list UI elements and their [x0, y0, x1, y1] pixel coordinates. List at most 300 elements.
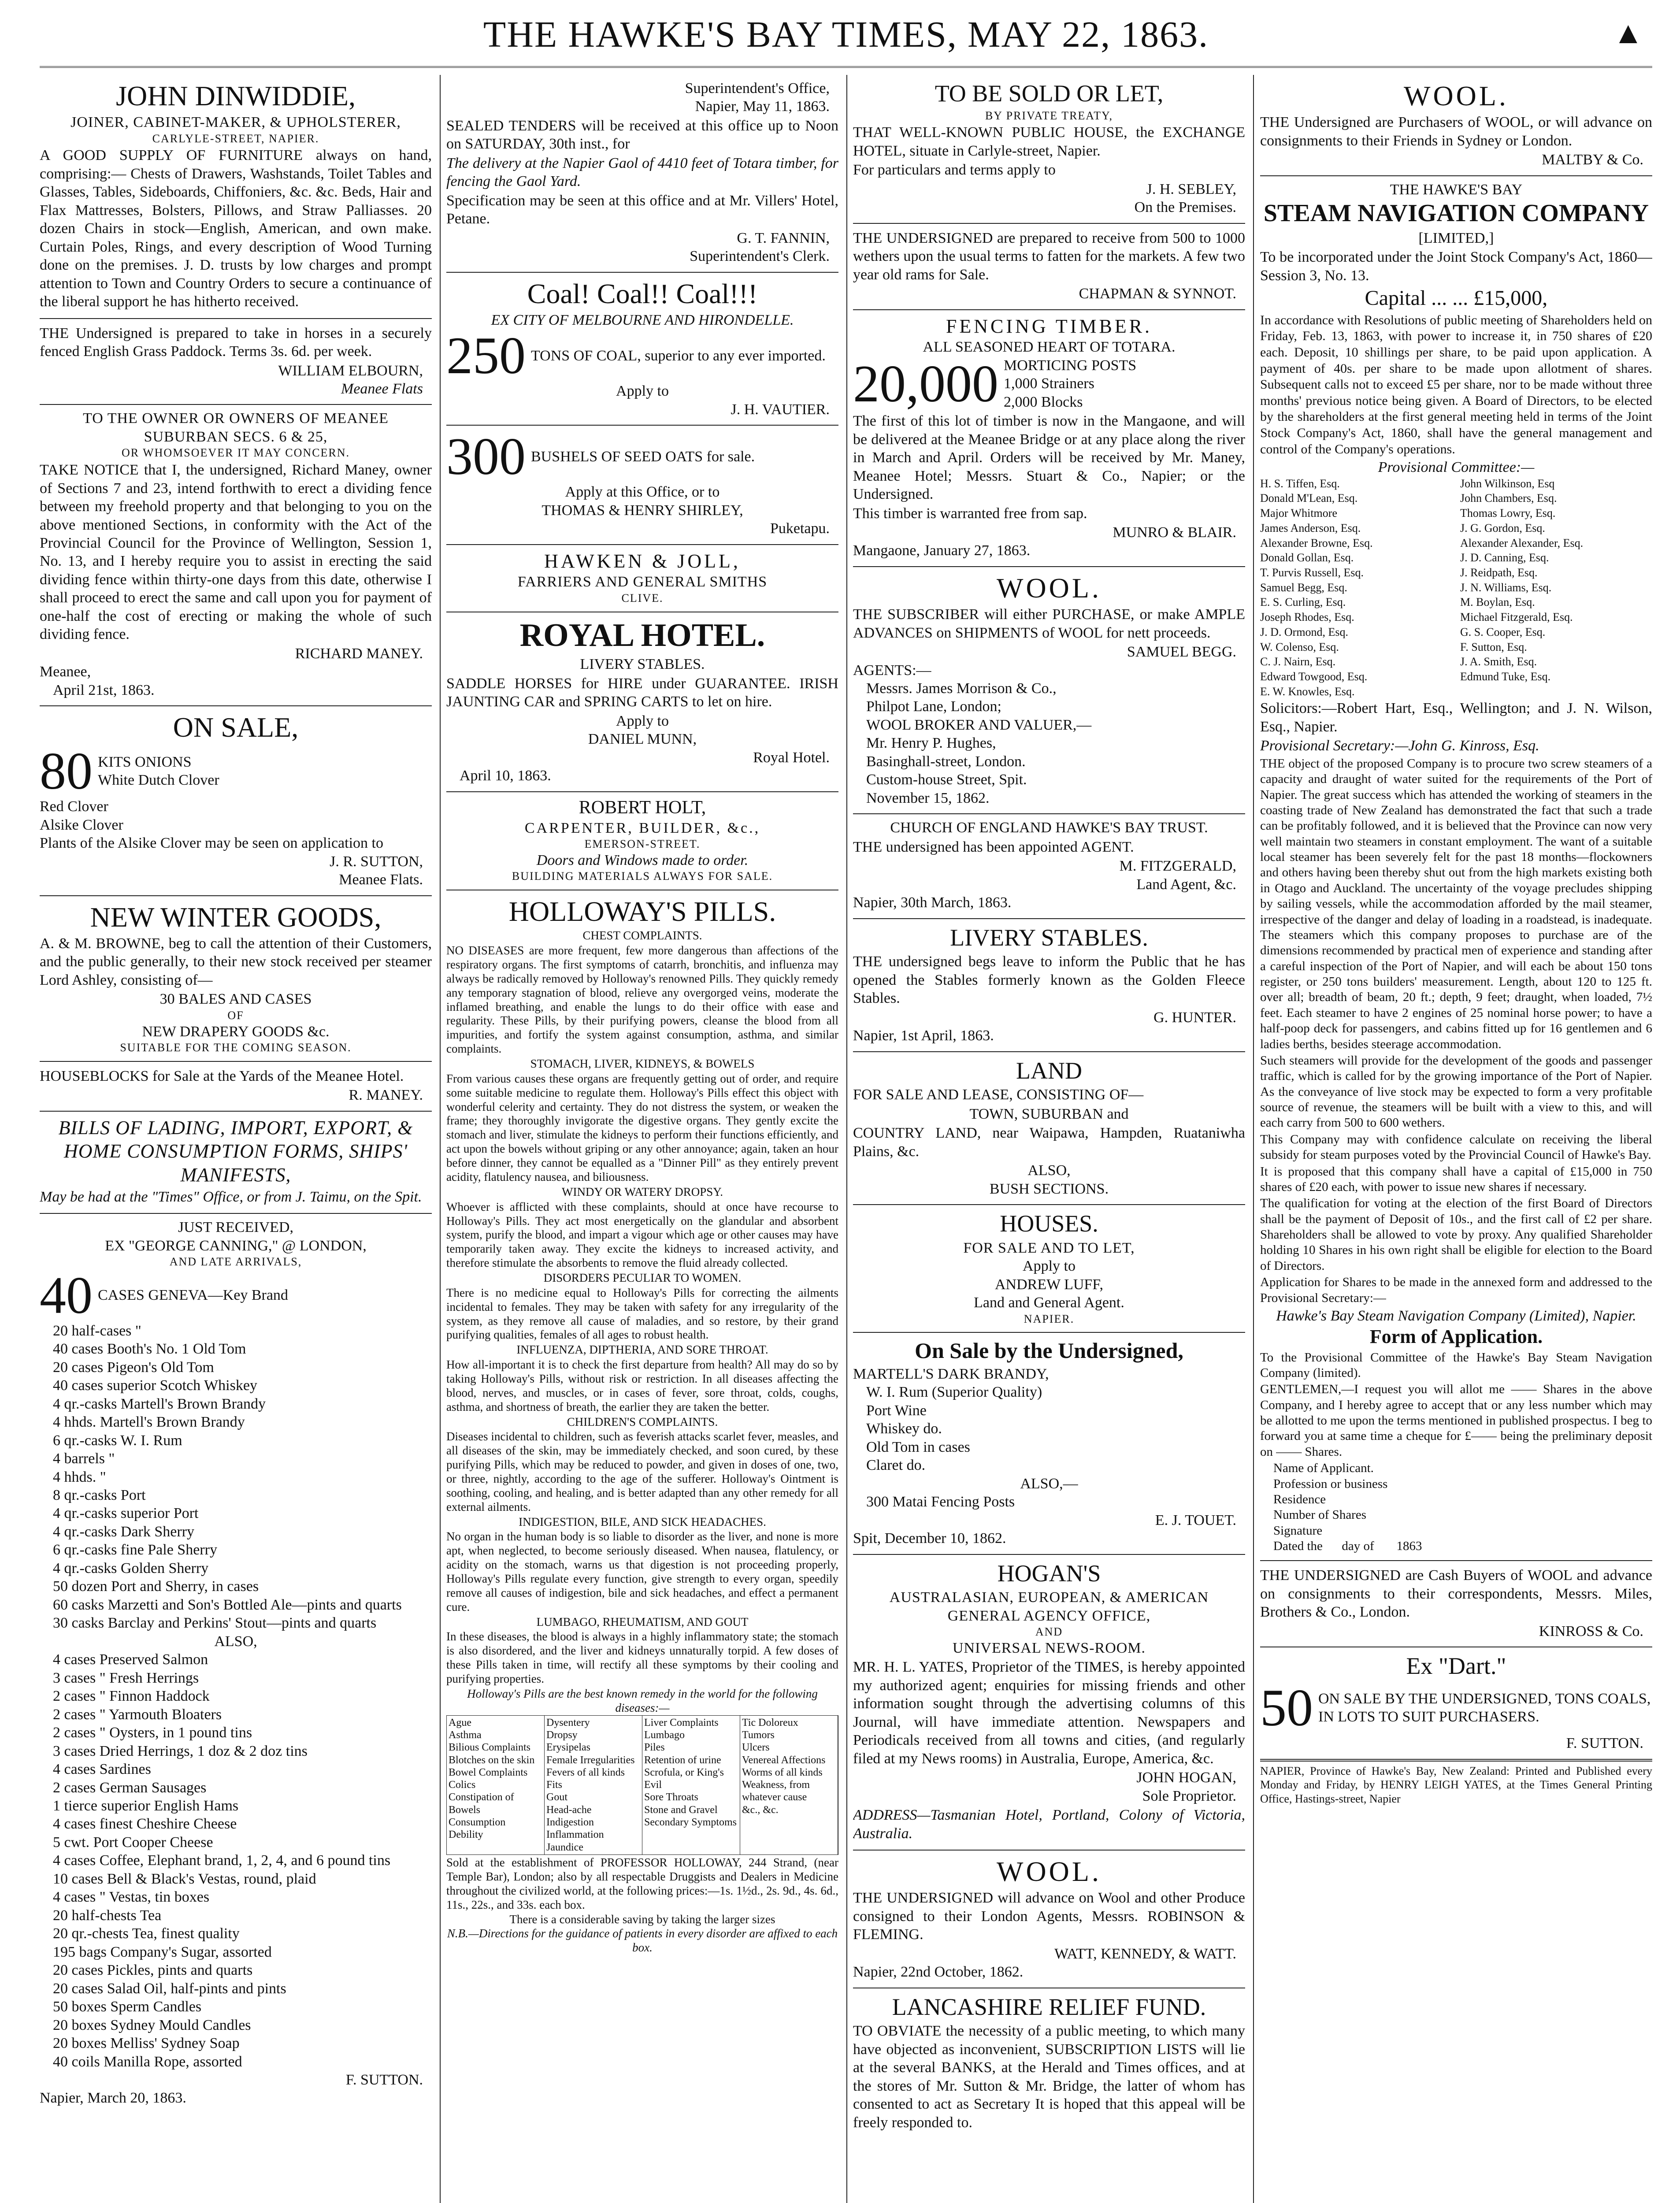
ad-number: 40 — [40, 1265, 93, 1324]
item-list — [40, 797, 432, 852]
ad-heading: HOGAN'S — [997, 1560, 1101, 1587]
list-item: F. Sutton, Esq. — [1460, 640, 1527, 653]
capital-line: Capital ... ... £15,000, — [1365, 286, 1548, 310]
column-3 — [853, 75, 1245, 2203]
ad-body: HOUSEBLOCKS for Sale at the Yards of the Meanee Hotel. — [40, 1068, 404, 1084]
list-item: J. Reidpath, Esq. — [1460, 566, 1538, 579]
ad-new-winter-goods — [40, 896, 432, 1062]
ad-signature: WILLIAM ELBOURN, — [278, 362, 423, 379]
section-heading: CHEST COMPLAINTS. — [582, 929, 702, 942]
ad-hogan — [853, 1555, 1245, 1851]
list-item: 4 cases finest Cheshire Cheese — [53, 1816, 237, 1832]
list-item: Philpot Lane, London; — [866, 698, 1001, 715]
ad-signature: SAMUEL BEGG. — [1127, 644, 1236, 660]
ad-hawken-joll — [446, 545, 838, 612]
ad-number: 300 — [446, 427, 526, 486]
ad-line: Apply to — [1023, 1258, 1075, 1275]
list-item: MARTELL'S DARK BRANDY, — [853, 1365, 1049, 1382]
ad-line: ALSO, — [1027, 1162, 1071, 1179]
ad-subheading: LIVERY STABLES. — [580, 656, 705, 673]
ad-signature: JOHN HOGAN, — [1136, 1769, 1236, 1786]
list-item: 4 qr.-casks Martell's Brown Brandy — [53, 1395, 266, 1412]
list-item: 40 cases superior Scotch Whiskey — [53, 1377, 257, 1394]
ad-body: THE Undersigned are Purchasers of WOOL, or will advance on consignments to their Friends in Sydney or London. — [1260, 114, 1652, 149]
ad-signature: RICHARD MANEY. — [295, 645, 423, 662]
ad-body: FOR SALE AND LEASE, CONSISTING OF— — [853, 1087, 1144, 1103]
ad-church-trust — [853, 814, 1245, 919]
ad-place: CLIVE. — [621, 591, 664, 605]
list-item: 1,000 Strainers — [1004, 375, 1094, 392]
ad-date: Spit, December 10, 1862. — [853, 1530, 1006, 1547]
form-field-label: Profession or business — [1273, 1476, 1388, 1491]
ad-heading: NEW WINTER GOODS, — [90, 901, 382, 933]
ad-line: 300 Matai Fencing Posts — [866, 1494, 1015, 1510]
ad-body: TAKE NOTICE that I, the undersigned, Richard Maney, owner of Sections 7 and 23, intend forthwith to erect a dividing fence between my freehold property and that belonging to you on the above mentioned Sections, in conformity with the Act of the Provincial Council for the Province of Wellington, Session 1, No. 13, and I hereby require you to assist in erecting the said dividing fence within thirty-one days from this date, otherwise I shall proceed to erect the same and call upon you for payment of one-half the cost of erecting or making the whole of such dividing fence. — [40, 462, 432, 643]
ad-footer: N.B.—Directions for the guidance of patients in every disorder are affixed to each box. — [447, 1927, 838, 1955]
table-column: Liver Complaints Lumbago Piles Retention of urine Scrofula, or King's Evil Sore Throats Stone and Gravel Secondary Symptoms — [642, 1716, 740, 1854]
ad-date: Napier, 22nd October, 1862. — [853, 1964, 1024, 1980]
ad-signature: J. R. SUTTON, — [330, 853, 423, 870]
ad-date: April 10, 1863. — [460, 768, 551, 784]
ad-number: 80 — [40, 742, 93, 801]
list-item: Red Clover — [40, 798, 108, 815]
ad-number: 250 — [446, 326, 526, 385]
list-item: J. N. Williams, Esq. — [1460, 581, 1552, 594]
ad-seed-oats — [446, 426, 838, 545]
list-item: J. A. Smith, Esq. — [1460, 655, 1537, 668]
ad-body: THE undersigned has been appointed AGENT. — [853, 838, 1134, 855]
ad-pre-heading: THE HAWKE'S BAY — [1390, 181, 1523, 198]
ad-kinross — [1260, 1561, 1652, 1647]
ad-heading: Ex "Dart." — [1406, 1653, 1506, 1680]
ad-heading: ROYAL HOTEL. — [519, 617, 765, 653]
ad-body: THE SUBSCRIBER will either PURCHASE, or make AMPLE ADVANCES on SHIPMENTS of WOOL for nett proceeds. — [853, 606, 1245, 641]
ad-wethers — [853, 224, 1245, 310]
ad-body: A GOOD SUPPLY OF FURNITURE always on hand, comprising:— Chests of Drawers, Washstands, Toilet Tables and Glasses, Tables, Sideboards, Chiffoniers, &c. &c. Beds, Hair and Flax Mattresses, Bolsters, Pillows, and Straw Palliasses. 20 dozen Chairs in stock—English, American, and own make. Curtain Poles, Rings, and every description of Wood Turning done on the premises. J. D. trusts by low charges and prompt attention to Town and Country Orders to secure a continuance of the liberal support he has hitherto received. — [40, 147, 432, 310]
list-item: H. S. Tiffen, Esq. — [1260, 477, 1340, 490]
list-item: Donald M'Lean, Esq. — [1260, 492, 1358, 505]
ad-subheading: FOR SALE AND TO LET, — [963, 1239, 1135, 1256]
ad-elbourn — [40, 319, 432, 405]
list-item: 20 half-cases " — [53, 1322, 141, 1339]
ad-line: COUNTRY LAND, near Waipawa, Hampden, Ruataniwha Plains, &c. — [853, 1125, 1245, 1160]
list-item: 50 dozen Port and Sherry, in cases — [53, 1578, 259, 1595]
column-divider — [846, 75, 847, 2203]
list-item: WOOL BROKER AND VALUER,— — [866, 716, 1092, 733]
list-item: W. I. Rum (Superior Quality) — [866, 1384, 1042, 1401]
ad-num-row — [1260, 1678, 1652, 1737]
ad-signature: F. SUTTON. — [1566, 1735, 1643, 1752]
ad-body: MR. H. L. YATES, Proprietor of the TIMES, is hereby appointed my authorized agent; enquiries for missing friends and other information sought through the advertising columns of this Journal, will have immediate attention. Newspapers and Periodicals received from all towns and cities, (and regularly filed at my News rooms) in Australia, Europe, America, &c. — [853, 1659, 1245, 1767]
diseases-table — [446, 1715, 838, 1855]
table-column: Dysentery Dropsy Erysipelas Female Irregularities Fevers of all kinds Fits Gout Head-ache Indigestion Inflammation Jaundice — [545, 1716, 642, 1854]
ad-body: It is proposed that this company shall have a capital of £15,000 in 750 shares of £20 each, with power to issue new shares if necessary. — [1260, 1164, 1652, 1194]
ad-italic: Doors and Windows made to order. — [536, 852, 749, 868]
ad-date: Mangaone, January 27, 1863. — [853, 542, 1031, 559]
ad-subheading: CARPENTER, BUILDER, &c., — [524, 820, 760, 836]
ad-body: THE Undersigned is prepared to take in horses in a securely fenced English Grass Paddock. Terms 3s. 6d. per week. — [40, 325, 432, 360]
ad-lancashire — [853, 1988, 1245, 2139]
ad-office: Superintendent's Office, — [685, 80, 830, 96]
form-body: To the Provisional Committee of the Hawke's Bay Steam Navigation Company (limited). — [1260, 1350, 1652, 1380]
columns — [40, 75, 1652, 2203]
ad-heading: Coal! Coal!! Coal!!! — [527, 278, 758, 309]
list-item: 20 boxes Sydney Mould Candles — [53, 2017, 251, 2033]
ad-body: A. & M. BROWNE, beg to call the attention of their Customers, and the public generally, to their new stock received per steamer Lord Ashley, consisting of— — [40, 935, 432, 988]
ad-body: TO OBVIATE the necessity of a public meeting, to which many have objected as inconvenient, SUBSCRIPTION LISTS will lie at the several BANKS, at the Herald and Times offices, and at the stores of Mr. Sutton & Mr. Bridge, the latter of whom has consented to act as Secretary It is hoped that this appeal will be freely responded to. — [853, 2023, 1245, 2131]
item-list — [40, 1650, 432, 2071]
ad-signature: KINROSS & Co. — [1539, 1623, 1643, 1639]
ad-subheading: AUSTRALASIAN, EUROPEAN, & AMERICAN GENERAL AGENCY OFFICE, — [889, 1589, 1209, 1624]
ad-heading: FENCING TIMBER. — [946, 315, 1153, 337]
ad-heading: STEAM NAVIGATION COMPANY — [1263, 200, 1649, 227]
ad-line: NEW DRAPERY GOODS &c. — [142, 1023, 330, 1040]
list-item: Alexander Alexander, Esq. — [1460, 536, 1584, 549]
list-item: Basinghall-street, London. — [866, 753, 1026, 770]
ad-bills — [40, 1112, 432, 1214]
ad-body: THE object of the proposed Company is to procure two screw steamers of a capacity and draught of water suited for the requirements of the Port of Napier. The great success which has attended the working of steamers in the coasting trade of New Zealand has demonstrated the fact that such a trade can be profitably followed, and it is believed that the Province can now very well maintain two steamers in constant employment. The want of a suitable local steamer has been severely felt for the past 18 months—flockowners and others having been thereby shut out from the high markets existing both in Otago and Auckland. The uncertainty of the voyage precludes shipping by sailing vessels, while the accommodation afforded by the mail steamer, irrespective of the danger and delay of loading in a roadstead, is inadequate. The steamers which this company proposes to purchase are of the dimensions recommended by practical men of experience and standing after a careful inspection of the Port of Napier, and will each be about 150 tons register, or 250 tons builders' measurement. Length, about 120 to 125 ft. over all; breadth of beam, 20 ft.; depth, 9 feet; draught, when loaded, 7½ feet. Each steamer to have 2 engines of 25 nominal horse power; to have a half-poop deck for passengers, and cabins fitted up for 16 gentlemen and 6 ladies berths, besides steerage accommodation. — [1260, 756, 1652, 1051]
ad-address: CARLYLE-STREET, NAPIER. — [152, 132, 319, 145]
list-item: G. S. Cooper, Esq. — [1460, 625, 1546, 638]
list-item: Edmund Tuke, Esq. — [1460, 670, 1551, 683]
ad-line: BUSH SECTIONS. — [989, 1180, 1109, 1197]
ad-date: Napier, May 11, 1863. — [695, 98, 830, 115]
ad-heading: LANCASHIRE RELIEF FUND. — [892, 1993, 1206, 2020]
ad-num-row — [40, 1265, 432, 1324]
ad-heading: HOUSES. — [1000, 1210, 1098, 1237]
ad-signature: M. FITZGERALD, — [1119, 858, 1236, 875]
ad-signature: F. SUTTON. — [345, 2072, 423, 2088]
ad-line: Apply to — [616, 712, 669, 729]
list-item: 20 cases Salad Oil, half-pints and pints — [53, 1980, 286, 1997]
ad-line: ALSO,— — [1020, 1475, 1078, 1492]
list-item: CASES GENEVA—Key Brand — [98, 1287, 288, 1304]
ad-body: Application for Shares to be made in the annexed form and addressed to the Provisional Secretary:— — [1260, 1275, 1652, 1305]
section-body: From various causes these organs are frequently getting out of order, and require some suitable medicine to regulate them. Holloway's Pills effect this object with wonderful celerity and certainty. They do not distress the system, or weaken the frame; they thoroughly invigorate the digestive organs. They gently excite the stomach and liver, stimulate the kidneys to perform their functions efficiently, and act upon the bowels without griping or any other annoyance; again, taken an hour before dinner, they cannot be equalled as a "Dinner Pill" as they entirely prevent acidity, flatulency nausea, and biliousness. — [446, 1072, 838, 1183]
list-item: 8 qr.-casks Port — [53, 1487, 146, 1504]
table-column: Ague Asthma Bilious Complaints Blotches on the skin Bowel Complaints Colics Constipation of Bowels Consumption Debility — [447, 1716, 545, 1854]
ad-number: 20,000 — [853, 354, 998, 413]
list-item: Claret do. — [866, 1457, 926, 1474]
section-heading: INDIGESTION, BILE, AND SICK HEADACHES. — [519, 1515, 766, 1528]
list-item: J. D. Canning, Esq. — [1460, 551, 1549, 564]
ad-subheading: [LIMITED,] — [1418, 230, 1494, 246]
list-item: John Chambers, Esq. — [1460, 492, 1557, 505]
list-item: J. G. Gordon, Esq. — [1460, 521, 1545, 534]
ad-onsale-onions — [40, 706, 432, 896]
ad-signature: MUNRO & BLAIR. — [1113, 524, 1236, 541]
ad-body: THE UNDERSIGNED will advance on Wool and other Produce consigned to their London Agents, Messrs. ROBINSON & FLEMING. — [853, 1890, 1245, 1943]
ad-subheading: AND — [1035, 1625, 1063, 1639]
ad-line: ALSO, — [214, 1633, 257, 1650]
ad-land — [853, 1052, 1245, 1205]
ad-body: ON SALE BY THE UNDERSIGNED, TONS COALS, IN LOTS TO SUIT PURCHASERS. — [1318, 1690, 1651, 1725]
ad-address: ADDRESS—Tasmanian Hotel, Portland, Colony of Victoria, Australia. — [853, 1807, 1245, 1842]
ad-subheading: FARRIERS AND GENERAL SMITHS — [517, 574, 768, 590]
list-item: C. J. Nairn, Esq. — [1260, 655, 1336, 668]
solicitors-line: Solicitors:—Robert Hart, Esq., Wellington; and J. N. Wilson, Esq., Napier. — [1260, 700, 1652, 735]
list-item: 6 qr.-casks fine Pale Sherry — [53, 1542, 217, 1558]
list-item: 20 cases Pigeon's Old Tom — [53, 1359, 214, 1376]
ad-signature: CHAPMAN & SYNNOT. — [1079, 286, 1236, 302]
ad-heading: LAND — [1016, 1057, 1082, 1084]
ad-place: Royal Hotel. — [753, 749, 830, 766]
list-item: 195 bags Company's Sugar, assorted — [53, 1943, 272, 1960]
ad-heading: On Sale by the Undersigned, — [915, 1338, 1183, 1363]
list-item: Messrs. James Morrison & Co., — [866, 680, 1057, 697]
list-item: Old Tom in cases — [866, 1439, 970, 1455]
list-item: White Dutch Clover — [98, 772, 219, 789]
form-field-label: Signature — [1273, 1523, 1323, 1538]
list-item: E. W. Knowles, Esq. — [1260, 685, 1355, 698]
table-caption: Holloway's Pills are the best known remedy in the world for the following diseases:— — [467, 1687, 818, 1714]
form-field-label: Residence — [1273, 1492, 1326, 1506]
ad-heading: HOLLOWAY'S PILLS. — [508, 896, 776, 927]
list-item: Whiskey do. — [866, 1420, 942, 1437]
ad-holloways-pills — [446, 890, 838, 1961]
ad-body: May be had at the "Times" Office, or from J. Taimu, on the Spit. — [40, 1188, 422, 1205]
ad-body: Such steamers will provide for the development of the goods and passenger traffic, which is called for by the growing importance of the Port of Napier. As the conveyance of live stock may be expected to form a very profitable source of revenue, the steamers will be built with a view to this, and will each carry from 500 to 600 wethers. — [1260, 1053, 1652, 1130]
ad-body: TONS OF COAL, superior to any ever imported. — [531, 347, 826, 364]
table-column: Tic Doloreux Tumors Ulcers Venereal Affections Worms of all kinds Weakness, from whatever cause &c., &c. — [740, 1716, 838, 1854]
ad-signature: Land and General Agent. — [974, 1294, 1124, 1311]
list-item: 5 cwt. Port Cooper Cheese — [53, 1834, 213, 1851]
ad-signature: MALTBY & Co. — [1542, 152, 1643, 168]
column-1 — [40, 75, 432, 2203]
list-item: 4 cases Preserved Salmon — [53, 1651, 208, 1668]
list-item: 20 qr.-chests Tea, finest quality — [53, 1925, 240, 1942]
ad-number: 50 — [1260, 1678, 1313, 1737]
form-fields — [1260, 1461, 1652, 1554]
list-item: 50 boxes Sperm Candles — [53, 1999, 202, 2015]
ad-signature: J. H. SEBLEY, — [1146, 181, 1236, 197]
section-body: Whoever is afflicted with these complaints, should at once have recourse to Holloway's Pills. They act most energetically on the glandular and absorbent system, purify the blood, and impart a vigour which age or other causes may have temporarily taken away. They excite the kidneys to increased activity, and therefore stimulate the absorbents to remove the fluid already collected. — [446, 1200, 838, 1270]
list-item: John Wilkinson, Esq — [1460, 477, 1555, 490]
committee-list — [1260, 477, 1652, 699]
ad-body: THAT WELL-KNOWN PUBLIC HOUSE, the EXCHANGE HOTEL, situate in Carlyle-street, Napier. — [853, 124, 1245, 159]
list-item: 6 qr.-casks W. I. Rum — [53, 1432, 182, 1449]
column-4 — [1260, 75, 1652, 2203]
ad-body: THE UNDERSIGNED are prepared to receive from 500 to 1000 wethers upon the usual terms to fatten for the markets. A few two year old rams for Sale. — [853, 230, 1245, 283]
ad-footer: There is a considerable saving by taking the larger sizes — [509, 1913, 775, 1926]
column-divider — [1253, 75, 1254, 2203]
ad-tenders — [446, 75, 838, 273]
ad-heading: JOHN DINWIDDIE, — [116, 80, 356, 111]
ad-subheading: BY PRIVATE TREATY, — [985, 109, 1113, 122]
list-item: 4 hhds. Martell's Brown Brandy — [53, 1414, 245, 1431]
ad-body: This Company may with confidence calculate on receiving the liberal subsidy for steam purposes voted by the Provincial Council of Hawke's Bay. — [1260, 1132, 1652, 1162]
ad-body: THE undersigned begs leave to inform the Public that he has opened the Stables formerly known as the Golden Fleece Stables. — [853, 953, 1245, 1007]
ad-line: Apply to — [616, 383, 669, 400]
ad-heading: ROBERT HOLT, — [579, 797, 706, 818]
ad-heading: WOOL. — [997, 1856, 1101, 1888]
ad-heading: ON SALE, — [173, 712, 299, 743]
section-body: NO DISEASES are more frequent, few more dangerous than affections of the respiratory organs. The first symptoms of catarrh, bronchitis, and influenza may always be radically removed by Holloway's renowned Pills. They quickly remedy any temporary stagnation of blood, relieve any overgorged veins, moderate the inflamed breathing, and enable the lungs to do their office with ease and regularity. These Pills, by their purifying powers, cleanse the blood from all impurities, and fortify the system against consumption, asthma, and similar complaints. — [446, 944, 838, 1056]
ad-maney-notice — [40, 405, 432, 706]
secretary-line: Provisional Secretary:—John G. Kinross, Esq. — [1260, 738, 1539, 754]
section-body: Diseases incidental to children, such as feverish attacks scarlet fever, measles, and all diseases of the skin, may be immediately checked, and soon cured, by these purifying Pills, which may be reduced to powder, and given in doses of one, two, or three, nightly, according to the age of the sufferer. Holloway's Ointment is soothing, cooling, and healing, and is better adapted than any other remedy for all external ailments. — [446, 1430, 838, 1513]
item-list — [98, 753, 219, 790]
ad-line: TOWN, SUBURBAN and — [969, 1105, 1129, 1122]
ad-place: Puketapu. — [770, 520, 830, 537]
ad-heading: TO BE SOLD OR LET, — [935, 80, 1164, 107]
ad-coal — [446, 273, 838, 426]
ad-date: April 21st, 1863. — [53, 682, 155, 698]
ad-heading: BILLS OF LADING, IMPORT, EXPORT, & HOME CONSUMPTION FORMS, SHIPS' MANIFESTS, — [58, 1116, 413, 1186]
section-heading: WINDY OR WATERY DROPSY. — [561, 1185, 723, 1198]
ad-body: This timber is warranted free from sap. — [853, 505, 1087, 522]
ad-body: SEALED TENDERS will be received at this office up to Noon on SATURDAY, 30th inst., for — [446, 117, 838, 152]
section-heading: DISORDERS PECULIAR TO WOMEN. — [543, 1271, 742, 1284]
ad-signature: THOMAS & HENRY SHIRLEY, — [541, 502, 743, 519]
list-item: 4 cases Sardines — [53, 1761, 151, 1778]
ad-heading: CHURCH OF ENGLAND HAWKE'S BAY TRUST. — [890, 820, 1208, 836]
ad-line: 30 BALES AND CASES — [159, 991, 312, 1008]
masthead — [40, 9, 1652, 68]
list-item: J. D. Ormond, Esq. — [1260, 625, 1349, 638]
ad-label: AGENTS:— — [853, 662, 931, 679]
ad-italic: The delivery at the Napier Gaol of 4410 feet of Totara timber, for fencing the Gaol Yard. — [446, 155, 838, 190]
ad-body: The qualification for voting at the election of the first Board of Directors shall be the payment of Deposit of 10s., and the first call of £2 per share. Shareholders shall be allowed to vote by proxy. Any qualified Shareholder holding 10 Shares in his own right shall be eligible for election to the Board of Directors. — [1260, 1196, 1652, 1273]
ad-onsale-touet — [853, 1333, 1245, 1554]
ad-place: NAPIER. — [1024, 1312, 1075, 1325]
ad-num-row — [446, 427, 838, 486]
ad-fencing-timber — [853, 310, 1245, 567]
list-item: Thomas Lowry, Esq. — [1460, 507, 1556, 520]
ad-signature: ANDREW LUFF, — [994, 1276, 1103, 1293]
ad-heading: LIVERY STABLES. — [950, 924, 1148, 951]
ad-body: To be incorporated under the Joint Stock Company's Act, 1860—Session 3, No. 13. — [1260, 249, 1652, 284]
ad-signature: J. H. VAUTIER. — [731, 401, 830, 418]
list-item: 40 cases Booth's No. 1 Old Tom — [53, 1341, 246, 1357]
form-field-label: Name of Applicant. — [1273, 1461, 1374, 1476]
ornament-icon: ▲ — [1613, 16, 1643, 50]
ad-dinwiddie — [40, 75, 432, 319]
list-item: 4 cases " Vestas, tin boxes — [53, 1889, 210, 1906]
ad-date: Napier, March 20, 1863. — [40, 2090, 186, 2107]
ad-num-row — [40, 742, 432, 801]
list-item: 4 qr.-casks Golden Sherry — [53, 1560, 209, 1576]
ad-address: EMERSON-STREET. — [584, 838, 701, 851]
list-item: 2 cases " Yarmouth Bloaters — [53, 1706, 222, 1723]
ad-body: In accordance with Resolutions of public meeting of Shareholders held on Friday, Feb. 13, 1863, with power to increase it, in 750 shares of £20 each. Deposit, 10 shillings per share, to be paid upon application. A payment of 40s. per share to be made upon allotment of shares. Subsequent calls not to exceed £5 per share, nor to be made without three months' previous notice being given. A Board of Directors, to be elected by the shareholders at the first general meeting held in terms of the Joint Stock Company's Act, 1860, shall have the general management and control of the Company's operations. — [1260, 312, 1652, 456]
ad-line: OF — [227, 1009, 244, 1022]
ad-signature: G. T. FANNIN, — [737, 230, 830, 246]
section-heading: LUMBAGO, RHEUMATISM, AND GOUT — [536, 1615, 749, 1628]
ad-line: SUITABLE FOR THE COMING SEASON. — [120, 1041, 352, 1054]
list-item: 4 hhds. " — [53, 1469, 106, 1485]
ad-heading: WOOL. — [997, 572, 1101, 604]
ad-signature: G. HUNTER. — [1153, 1009, 1236, 1026]
ad-body: THE UNDERSIGNED are Cash Buyers of WOOL and advance on consignments to their correspondents, Messrs. Miles, Brothers & Co., London. — [1260, 1567, 1652, 1621]
ad-heading: HAWKEN & JOLL, — [544, 550, 741, 572]
ad-heading: WOOL. — [1404, 80, 1509, 111]
section-heading: STOMACH, LIVER, KIDNEYS, & BOWELS — [530, 1057, 755, 1071]
list-item: 10 cases Bell & Black's Vestas, round, plaid — [53, 1870, 316, 1887]
item-list — [1004, 356, 1136, 411]
list-item: Samuel Begg, Esq. — [1260, 581, 1347, 594]
list-item: Custom-house Street, Spit. — [866, 771, 1027, 788]
ad-italic: Hawke's Bay Steam Navigation Company (Limited), Napier. — [1276, 1307, 1636, 1324]
list-item: T. Purvis Russell, Esq. — [1260, 566, 1364, 579]
ad-place: Meanee Flats — [341, 381, 423, 397]
list-item: 3 cases " Fresh Herrings — [53, 1669, 199, 1686]
form-body: GENTLEMEN,—I request you will allot me —— Shares in the above Company, and I hereby agree to accept that or any less number which may be allotted to me upon the terms mentioned in published prospectus. I beg to forward you at same time a cheque for £—— being the preliminary deposit on —— Shares. — [1260, 1382, 1652, 1459]
section-body: No organ in the human body is so liable to disorder as the liver, and none is more apt, when neglected, to become seriously diseased. When nausea, flatulency, or acidity on the stomach, warns us that digestion is not proceeding properly, Holloway's Pills regulate every function, give strength to every organ, speedily remove all causes of indigestion, bile and sick headaches, and effect a permanent cure. — [446, 1530, 838, 1613]
ad-signature: Superintendent's Clerk. — [690, 248, 830, 265]
section-body: In these diseases, the blood is always in a highly inflammatory state; the stomach is also disordered, and the liver and kidneys unnaturally torpid. A few doses of these Pills taken in time, will rectify all these symptoms by their cooling and purifying properties. — [446, 1630, 838, 1685]
ad-signature: DANIEL MUNN, — [588, 731, 697, 748]
column-2 — [446, 75, 838, 2203]
ad-date: Napier, 30th March, 1863. — [853, 894, 1012, 911]
list-item: Alsike Clover — [40, 816, 123, 833]
page-title: THE HAWKE'S BAY TIMES, MAY 22, 1863. — [483, 14, 1209, 55]
ad-heading: JUST RECEIVED, — [178, 1219, 293, 1236]
ad-houses — [853, 1205, 1245, 1333]
ad-body: BUSHELS OF SEED OATS for sale. — [531, 448, 755, 465]
ad-livery-stables — [853, 919, 1245, 1052]
list-item: M. Boylan, Esq. — [1460, 596, 1535, 609]
list-item: 3 cases Dried Herrings, 1 doz & 2 doz tins — [53, 1743, 308, 1759]
form-field-label: Number of Shares — [1273, 1508, 1367, 1522]
ad-robert-holt — [446, 792, 838, 891]
section-body: How all-important it is to check the first departure from health? All may do so by taking Holloway's Pills, without risk or restriction. In all diseases affecting the blood, nerves, and muscles, or in cases of fever, sore throat, colds, coughs, asthma, and shortness of breath, the earlier they are taken the better. — [446, 1358, 838, 1413]
list-item: W. Colenso, Esq. — [1260, 640, 1339, 653]
list-item: MORTICING POSTS — [1004, 357, 1137, 374]
ad-wool-begg — [853, 567, 1245, 814]
ad-subheading: EX CITY OF MELBOURNE AND HIRONDELLE. — [491, 312, 794, 328]
ad-dart — [1260, 1647, 1652, 1759]
list-item: 4 qr.-casks superior Port — [53, 1505, 199, 1522]
ad-place: Meanee, — [40, 664, 91, 680]
ad-wool-watt — [853, 1851, 1245, 1988]
ad-subheading: UNIVERSAL NEWS-ROOM. — [952, 1639, 1146, 1656]
ad-houseblocks — [40, 1062, 432, 1112]
ad-signature: WATT, KENNEDY, & WATT. — [1054, 1945, 1236, 1962]
ad-royal-hotel — [446, 612, 838, 792]
ad-body: Specification may be seen at this office and at Mr. Villers' Hotel, Petane. — [446, 192, 838, 227]
ad-subheading: ALL SEASONED HEART OF TOTARA. — [923, 339, 1176, 356]
ad-subheading: AND LATE ARRIVALS, — [169, 1255, 302, 1268]
list-item: 4 cases Coffee, Elephant brand, 1, 2, 4, and 6 pound tins — [53, 1852, 391, 1869]
list-item: KITS ONIONS — [98, 753, 192, 770]
list-item: Donald Gollan, Esq. — [1260, 551, 1354, 564]
list-item: 40 coils Manilla Rope, assorted — [53, 2053, 242, 2070]
section-heading: INFLUENZA, DIPTHERIA, AND SORE THROAT. — [516, 1343, 768, 1357]
item-list — [853, 679, 1245, 807]
ad-signature: E. J. TOUET. — [1155, 1512, 1236, 1528]
ad-subheading: OR WHOMSOEVER IT MAY CONCERN. — [121, 446, 350, 460]
imprint: NAPIER, Province of Hawke's Bay, New Zealand: Printed and Published every Monday and Friday, by HENRY LEIGH YATES, at the Times General Printing Office, Hastings-street, Napier — [1260, 1761, 1652, 1806]
ad-subheading: EX "GEORGE CANNING," @ LONDON, — [105, 1237, 367, 1254]
list-item: 2 cases German Sausages — [53, 1779, 207, 1796]
ad-body: The first of this lot of timber is now in the Mangaone, and will be delivered at the Meanee Bridge or at any place along the river in March and April. Orders will be received by Mr. Maney, Meanee Hotel; Messrs. Stuart & Co., Napier; or the Undersigned. — [853, 413, 1245, 503]
ad-to-be-sold — [853, 75, 1245, 224]
list-item: Joseph Rhodes, Esq. — [1260, 611, 1354, 624]
list-item: Michael Fitzgerald, Esq. — [1460, 611, 1573, 624]
list-item — [1460, 685, 1652, 699]
list-item: Port Wine — [866, 1402, 927, 1419]
list-item: 4 qr.-casks Dark Sherry — [53, 1523, 195, 1540]
list-item: 4 barrels " — [53, 1450, 115, 1467]
ad-subheading: JOINER, CABINET-MAKER, & UPHOLSTERER, — [70, 114, 401, 131]
ad-just-received — [40, 1214, 432, 2114]
ad-line: Apply at this Office, or to — [565, 484, 720, 501]
list-item: November 15, 1862. — [866, 790, 990, 806]
section-body: There is no medicine equal to Holloway's Pills for correcting the ailments incidental to females. They may be taken with safety for any irregularity of the system, as they remove all cause of maladies, and so restore, by their grand purifying qualities, females of all ages to robust health. — [446, 1286, 838, 1342]
ad-signature: R. MANEY. — [349, 1087, 423, 1104]
list-item: 1 tierce superior English Hams — [53, 1797, 239, 1814]
